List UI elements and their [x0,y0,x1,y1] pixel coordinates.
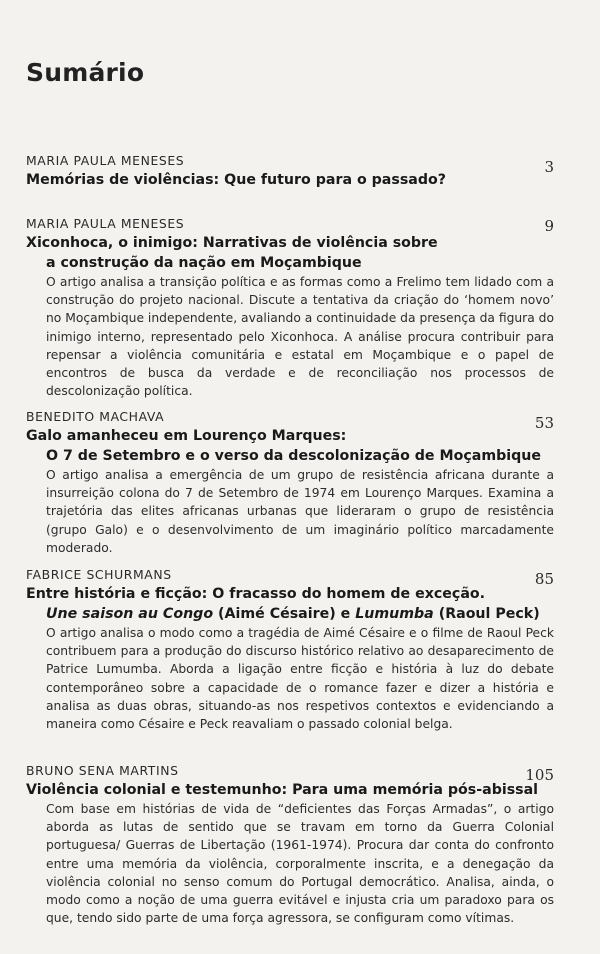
entry-page-number: 53 [534,414,554,432]
entry-page-number: 3 [544,158,554,176]
subtitle-text: (Aimé Césaire) e [213,606,356,622]
page-title: Sumário [26,58,145,87]
entry-page-number: 105 [525,766,554,784]
entry-author: FABRICE SCHURMANS [26,567,172,582]
entry-subtitle [26,604,554,624]
entry-title[interactable]: Galo amanheceu em Lourenço Marques: [26,428,347,444]
toc-entry [26,408,554,557]
subtitle-text: (Raoul Peck) [433,606,540,622]
toc-entry [26,762,554,927]
toc-entry [26,566,554,733]
entry-page-number: 9 [544,217,554,235]
subtitle-work-title: Lumumba [355,606,434,622]
entry-title[interactable]: Entre história e ficção: O fracasso do homem de exceção. [26,586,486,602]
toc-entry [26,215,554,400]
entry-page-number: 85 [534,570,554,588]
entry-title[interactable]: Violência colonial e testemunho: Para uma memória pós-abissal [26,782,539,798]
entry-subtitle: O 7 de Setembro e o verso da descolonização de Moçambique [46,448,542,464]
toc-entry [26,152,554,190]
entry-author: BRUNO SENA MARTINS [26,763,179,778]
entry-title[interactable]: Xiconhoca, o inimigo: Narrativas de violência sobre [26,235,438,251]
entry-abstract: O artigo analisa a emergência de um grupo de resistência africana durante a insurreição colona do 7 de Setembro de 1974 em Lourenço Marques. Examina a trajetória das elites africanas urbanas que lideraram o grupo de resistência (grupo Galo) e o desenvolvimento de um imaginário político marcadamente moderado. [46,468,554,555]
entry-abstract: Com base em histórias de vida de “deficientes das Forças Armadas”, o artigo aborda as lutas de sentido que se travam em torno da Guerra Colonial portuguesa/ Guerras de Libertação (1961-1974). Procura dar conta do confronto entre uma memória da violência, corporalmente inscrita, e a denegação da violência colonial no senso comum do Portugal democrático. Analisa, ainda, o modo como a noção de uma guerra evitável e injusta cria um paradoxo para os que, tendo sido parte de uma força agressora, se configuram como vítimas. [46,802,554,926]
entry-author: MARIA PAULA MENESES [26,216,185,231]
subtitle-work-title: Une saison au Congo [46,606,214,622]
entry-subtitle: a construção da nação em Moçambique [46,255,362,271]
entry-abstract: O artigo analisa o modo como a tragédia de Aimé Césaire e o filme de Raoul Peck contribuem para a produção do discurso histórico relativo ao desaparecimento de Patrice Lumumba. Aborda a ligação entre ficção e história à luz do debate contemporâneo sobre a capacidade de o romance fazer e dizer a história e analisa as duas obras, situando-as nos respetivos contextos e evidenciando a maneira como Césaire e Peck reavaliam o passado colonial belga. [46,626,554,732]
entry-author: MARIA PAULA MENESES [26,153,185,168]
entry-title[interactable]: Memórias de violências: Que futuro para o passado? [26,172,446,188]
entry-author: BENEDITO MACHAVA [26,409,165,424]
entry-abstract: O artigo analisa a transição política e as formas como a Frelimo tem lidado com a construção do projeto nacional. Discute a tentativa da criação do ‘homem novo’ no Moçambique independente, avaliando a continuidade da presença da figura do inimigo interno, representado pelo Xiconhoca. A análise procura contribuir para repensar a violência comunitária e estatal em Moçambique e o papel de encontros de busca da verdade e de reconciliação nos processos de descolonização política. [46,275,554,399]
